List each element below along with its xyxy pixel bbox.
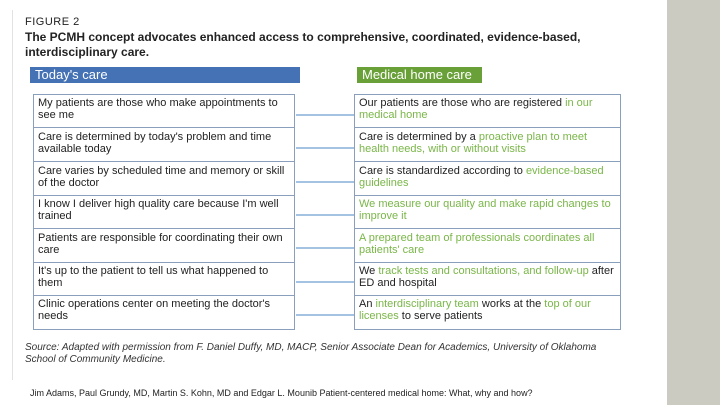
home-row-4-segment-1: We measure our quality and make rapid changes to improve it bbox=[359, 198, 611, 222]
today-row-2: Care is determined by today's problem and time available today bbox=[34, 129, 294, 162]
home-row-7-segment-5: to serve patients bbox=[398, 310, 483, 322]
todays-care-header: Today's care bbox=[30, 67, 300, 83]
today-row-5: Patients are responsible for coordinating their own care bbox=[34, 230, 294, 263]
today-row-4: I know I deliver high quality care because I'm well trained bbox=[34, 196, 294, 229]
home-row-7-segment-3: works at the bbox=[478, 298, 545, 310]
home-row-6-segment-2: track tests and consultations, and follow-up bbox=[378, 265, 589, 277]
figure-title: The PCMH concept advocates enhanced access to comprehensive, coordinated, evidence-based, interdisciplinary care. bbox=[25, 30, 581, 59]
home-row-1-segment-1: Our patients are those who are registered bbox=[359, 97, 566, 109]
home-row-7-segment-4: top of our licenses bbox=[359, 298, 591, 322]
home-row-1-segment-2: in our medical home bbox=[359, 97, 593, 121]
today-row-6: It's up to the patient to tell us what happened to them bbox=[34, 263, 294, 296]
home-row-6-segment-1: We bbox=[359, 265, 379, 277]
today-row-1: My patients are those who make appointments to see me bbox=[34, 95, 294, 128]
medical-home-care-header: Medical home care bbox=[357, 67, 482, 83]
home-row-3-segment-2: evidence-based guidelines bbox=[359, 165, 604, 189]
today-row-7: Clinic operations center on meeting the doctor's needs bbox=[38, 298, 271, 322]
home-row-2-segment-1: Care is determined by a bbox=[359, 131, 479, 143]
source-note: Source: Adapted with permission from F. Daniel Duffy, MD, MACP, Senior Associate Dean for Academics, University of Oklahoma School of Community Medicine. bbox=[25, 342, 597, 365]
today-row-3: Care varies by scheduled time and memory or skill of the doctor bbox=[34, 163, 294, 196]
citation-footer: Jim Adams, Paul Grundy, MD, Martin S. Kohn, MD and Edgar L. Mounib Patient-centered medical home: What, why and how? bbox=[30, 388, 533, 398]
home-row-2-segment-2: proactive plan to meet health needs, with or without visits bbox=[359, 131, 588, 155]
home-row-7-segment-1: An bbox=[359, 298, 376, 310]
figure-label: FIGURE 2 bbox=[25, 16, 80, 28]
home-row-3-segment-1: Care is standardized according to bbox=[359, 165, 526, 177]
home-row-7-segment-2: interdisciplinary team bbox=[375, 298, 479, 310]
home-row-6-segment-3: after ED and hospital bbox=[359, 265, 614, 289]
home-row-5-segment-1: A prepared team of professionals coordinates all patients' care bbox=[359, 232, 595, 256]
